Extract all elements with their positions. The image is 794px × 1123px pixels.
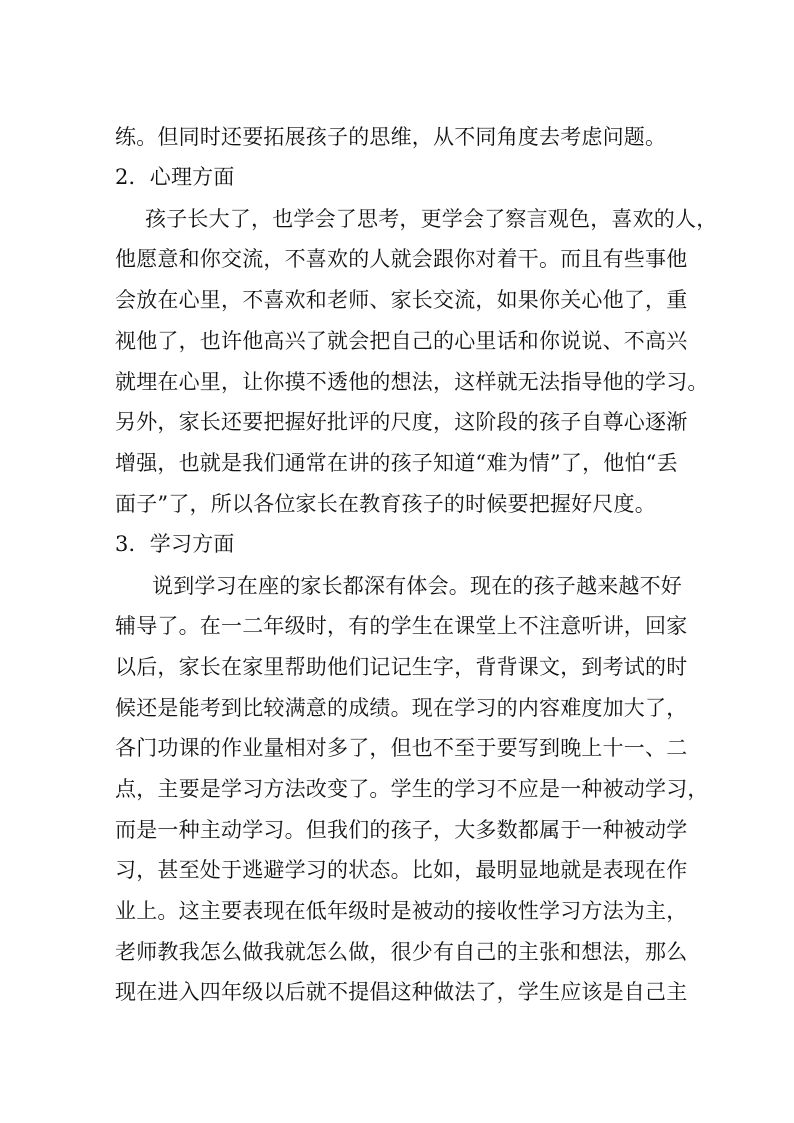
paragraph-first-line: 孩子长大了，也学会了思考，更学会了察言观色，喜欢的人， xyxy=(145,207,718,231)
body-text-line: 他愿意和你交流，不喜欢的人就会跟你对着干。而且有些事他 xyxy=(115,247,688,271)
paragraph-first-line: 说到学习在座的家长都深有体会。现在的孩子越来越不好 xyxy=(152,574,682,598)
body-text-line: 辅导了。在一二年级时，有的学生在课堂上不注意听讲，回家 xyxy=(115,614,688,638)
body-text-line: 各门功课的作业量相对多了，但也不至于要写到晚上十一、二 xyxy=(115,736,688,760)
body-text-line: 增强，也就是我们通常在讲的孩子知道“难为情”了，他怕“丢 xyxy=(115,451,678,475)
body-text-line: 面子”了，所以各位家长在教育孩子的时候要把握好尺度。 xyxy=(115,492,656,516)
body-text-line: 点，主要是学习方法改变了。学生的学习不应是一种被动学习， xyxy=(115,777,709,801)
body-text-line: 以后，家长在家里帮助他们记记生字，背背课文，到考试的时 xyxy=(115,655,688,679)
body-text-line: 练。但同时还要拓展孩子的思维，从不同角度去考虑问题。 xyxy=(115,125,667,149)
body-text-line: 而是一种主动学习。但我们的孩子，大多数都属于一种被动学 xyxy=(115,818,688,842)
body-text-line: 另外，家长还要把握好批评的尺度，这阶段的孩子自尊心逐渐 xyxy=(115,410,688,434)
body-text-line: 候还是能考到比较满意的成绩。现在学习的内容难度加大了， xyxy=(115,696,688,720)
body-text-line: 业上。这主要表现在低年级时是被动的接收性学习方法为主， xyxy=(115,899,688,923)
body-text-line: 会放在心里，不喜欢和老师、家长交流，如果你关心他了，重 xyxy=(115,288,688,312)
section-heading-psychology: 2．心理方面 xyxy=(115,165,235,189)
body-text-line: 习，甚至处于逃避学习的状态。比如，最明显地就是表现在作 xyxy=(115,858,688,882)
body-text-line: 就埋在心里，让你摸不透他的想法，这样就无法指导他的学习。 xyxy=(115,370,709,394)
section-heading-study: 3．学习方面 xyxy=(115,532,235,556)
body-text-line: 现在进入四年级以后就不提倡这种做法了，学生应该是自己主 xyxy=(115,980,688,1004)
body-text-line: 视他了，也许他高兴了就会把自己的心里话和你说说、不高兴 xyxy=(115,329,688,353)
body-text-line: 老师教我怎么做我就怎么做，很少有自己的主张和想法，那么 xyxy=(115,940,688,964)
